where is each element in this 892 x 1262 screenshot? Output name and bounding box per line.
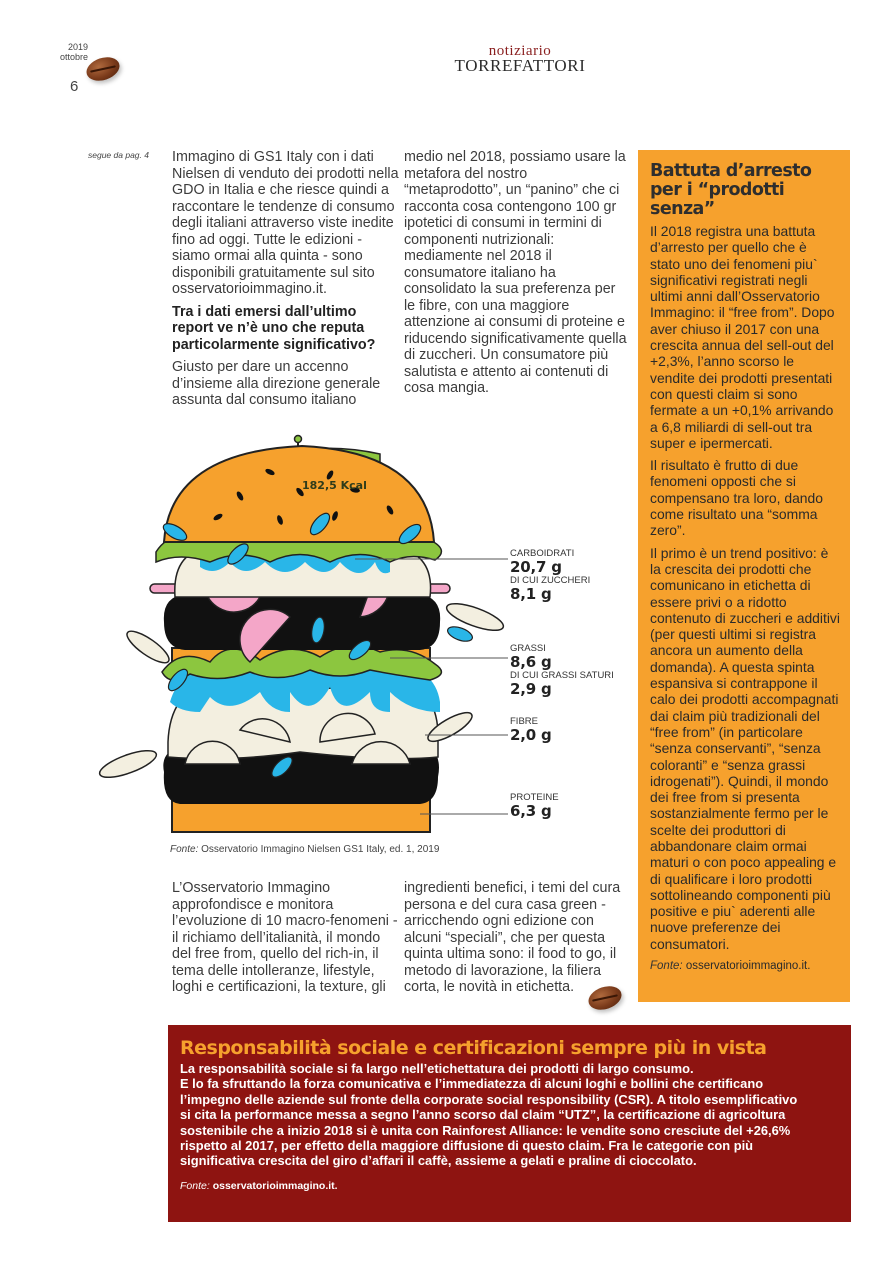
nutrient-value-grassi: 8,6 g (510, 653, 552, 671)
csr-box-line: l’impegno delle aziende sul fronte della corporate social responsibility (CSR). A titolo esemplificativo (180, 1091, 798, 1107)
sidebar-title: Battuta d’arresto per i “prodotti senza” (650, 161, 812, 219)
csr-box-title: Responsabilità sociale e certificazioni sempre più in vista (180, 1037, 767, 1059)
sidebar-source (650, 958, 840, 974)
csr-box (168, 1025, 851, 1222)
burger-illustration (90, 412, 630, 842)
csr-box-line: significativa crescita del giro d’affari il caffè, assieme a gelati e praline di cioccolato. (180, 1153, 697, 1169)
source-prefix: Fonte: (180, 1179, 210, 1192)
source-text: osservatorioimmagino.it. (685, 960, 811, 973)
sidebar-paragraph: Il 2018 registra una battuta d’arresto per quello che è stato uno dei fenomeni piu` significativi registrati negli ultimi anni dall’Osservatorio Immagino: il “free from”. Dopo aver chiuso il 2017 con una crescita annua del sell-out del +2,3%, l’anno scorso le vendite dei prodotti presentati con questi claim si sono fermate a un +0,1% arrivando a 6,8 miliardi di sell-out tra super e ipermercati. (650, 223, 835, 451)
masthead-bottom: TORREFATTORI (454, 56, 586, 75)
flag-kcal-text: 182,5 Kcal (302, 479, 367, 492)
article-column-2-bottom (404, 880, 628, 1002)
nutrient-label-proteine: PROTEINE (510, 792, 559, 803)
nutrient-value-proteine: 6,3 g (510, 802, 552, 820)
masthead-top: notiziario (488, 43, 552, 59)
sidebar-box-free-from (638, 150, 850, 1002)
article-paragraph: Immagino di GS1 Italy con i dati Nielsen di venduto dei prodotti nella GDO in Italia e che riesce quindi a raccontare le tendenze di consumo degli italiani attraverso viste inedite fino ad oggi. Tutte le edizioni - siamo ormai alla quinta - sono disponibili gratuitamente sul sito osservatorioimmagino.it. (172, 149, 399, 297)
article-paragraph: ingredienti benefici, i temi del cura persona e del cura casa green - arricchendo ogni edizione con alcuni “speciali”, che per questa quinta ultima sono: il food to go, il metodo di lavorazione, la filiera corta, le novità in etichetta. (404, 880, 621, 995)
csr-box-line: E lo fa sfruttando la forza comunicativa e l’immediatezza di alcuni loghi e bollini che certificano (180, 1076, 764, 1092)
article-column-2-top (404, 149, 628, 403)
issue-date (40, 42, 88, 62)
csr-box-line: La responsabilità sociale si fa largo nell’etichettatura dei prodotti di largo consumo. (180, 1061, 694, 1076)
sidebar-paragraph: Il primo è un trend positivo: è la crescita dei prodotti che comunicano in etichetta di essere privi o a ridotto contenuto di zuccheri e additivi (per questi ultimi si registra ancora un aumento della domanda). A questa spinta espansiva si contrappone il calo dei prodotti accompagnati dai claim più tradizionali del “free from” (in particolare “senza conservanti”, “senza coloranti” e “senza grassi idrogenati”). Quindi, il mondo dei free from si presenta sostanzialmente fermo per le scelte dei produttori di abbandonare claim ormai maturi o con poco appealing e di qualificare i loro prodotti sottolineando componenti più positive e piu` aderenti alle nuove preferenze dei consumatori. (650, 544, 840, 952)
article-column-1-bottom (172, 880, 400, 1002)
nutrient-label-zuccheri: DI CUI ZUCCHERI (510, 575, 591, 586)
sidebar-paragraph: Il risultato è frutto di due fenomeni opposti che si compensano tra loro, dando come risultato una “somma zero”. (650, 457, 823, 539)
source-text: osservatorioimmagino.it. (212, 1179, 338, 1192)
masthead-logo (400, 44, 640, 74)
coffee-bean-icon (83, 53, 122, 84)
source-prefix: Fonte: (170, 844, 199, 855)
continued-from-note: segue da pag. 4 (88, 150, 149, 160)
nutrient-value-carboidrati: 20,7 g (510, 558, 562, 576)
nutrient-value-zuccheri: 8,1 g (510, 585, 552, 603)
csr-box-source (180, 1179, 841, 1194)
nutrient-value-grassi-saturi: 2,9 g (510, 680, 552, 698)
flag-pole-top (295, 436, 302, 443)
article-paragraph: L’Osservatorio Immagino approfondisce e monitora l’evoluzione di 10 macro-fenomeni - il richiamo dell’italianità, il mondo del free from, quello del rich-in, il tema delle intolleranze, lifestyle, loghi e certificazioni, la texture, gli (172, 880, 398, 995)
burger-infographic (90, 412, 630, 842)
nutrient-value-fibre: 2,0 g (510, 726, 552, 744)
nutrient-label-fibre: FIBRE (510, 716, 538, 727)
csr-box-line: rispetto al 2017, per effetto della maggiore diffusione di questo claim. Fra le categorie con più (180, 1138, 754, 1154)
nutrient-label-carboidrati: CARBOIDRATI (510, 548, 575, 559)
issue-month: ottobre (59, 52, 88, 62)
top-patty (164, 594, 440, 650)
article-paragraph: Giusto per dare un accenno d’insieme alla direzione generale assunta dal consumo italiano (172, 359, 381, 408)
article-column-1-top (172, 149, 400, 415)
issue-year: 2019 (67, 42, 88, 52)
interview-question: Tra i dati emersi dall’ultimo report ve n’è uno che reputa particolarmente significativo? (172, 303, 376, 353)
page-number: 6 (70, 78, 79, 95)
source-prefix: Fonte: (650, 960, 683, 973)
csr-box-line: sostenibile che a inizio 2018 si è unita con Rainforest Alliance: le vendite sono cresciute del +26,6% (180, 1122, 791, 1138)
csr-box-line: si cita la performance messa a segno l’anno scorso dal claim “UTZ”, la certificazione di agricoltura (180, 1107, 786, 1123)
article-paragraph: medio nel 2018, possiamo usare la metafora del nostro “metaprodotto”, un “panino” che ci racconta cosa contengono 100 gr ipotetici di consumi in termini di componenti nutrizionali: mediamente nel 2018 il consumatore italiano ha consolidato la sua preferenza per le fibre, con una maggiore attenzione ai consumi di proteine e riducendo significativamente quella di zuccheri. Un consumatore più salutista e attento ai contenuti di cosa mangia. (404, 149, 627, 396)
nutrient-label-grassi: GRASSI (510, 643, 546, 654)
infographic-source (170, 844, 439, 855)
nutrient-label-grassi-saturi: DI CUI GRASSI SATURI (510, 670, 614, 681)
source-text: Osservatorio Immagino Nielsen GS1 Italy, ed. 1, 2019 (201, 844, 440, 855)
